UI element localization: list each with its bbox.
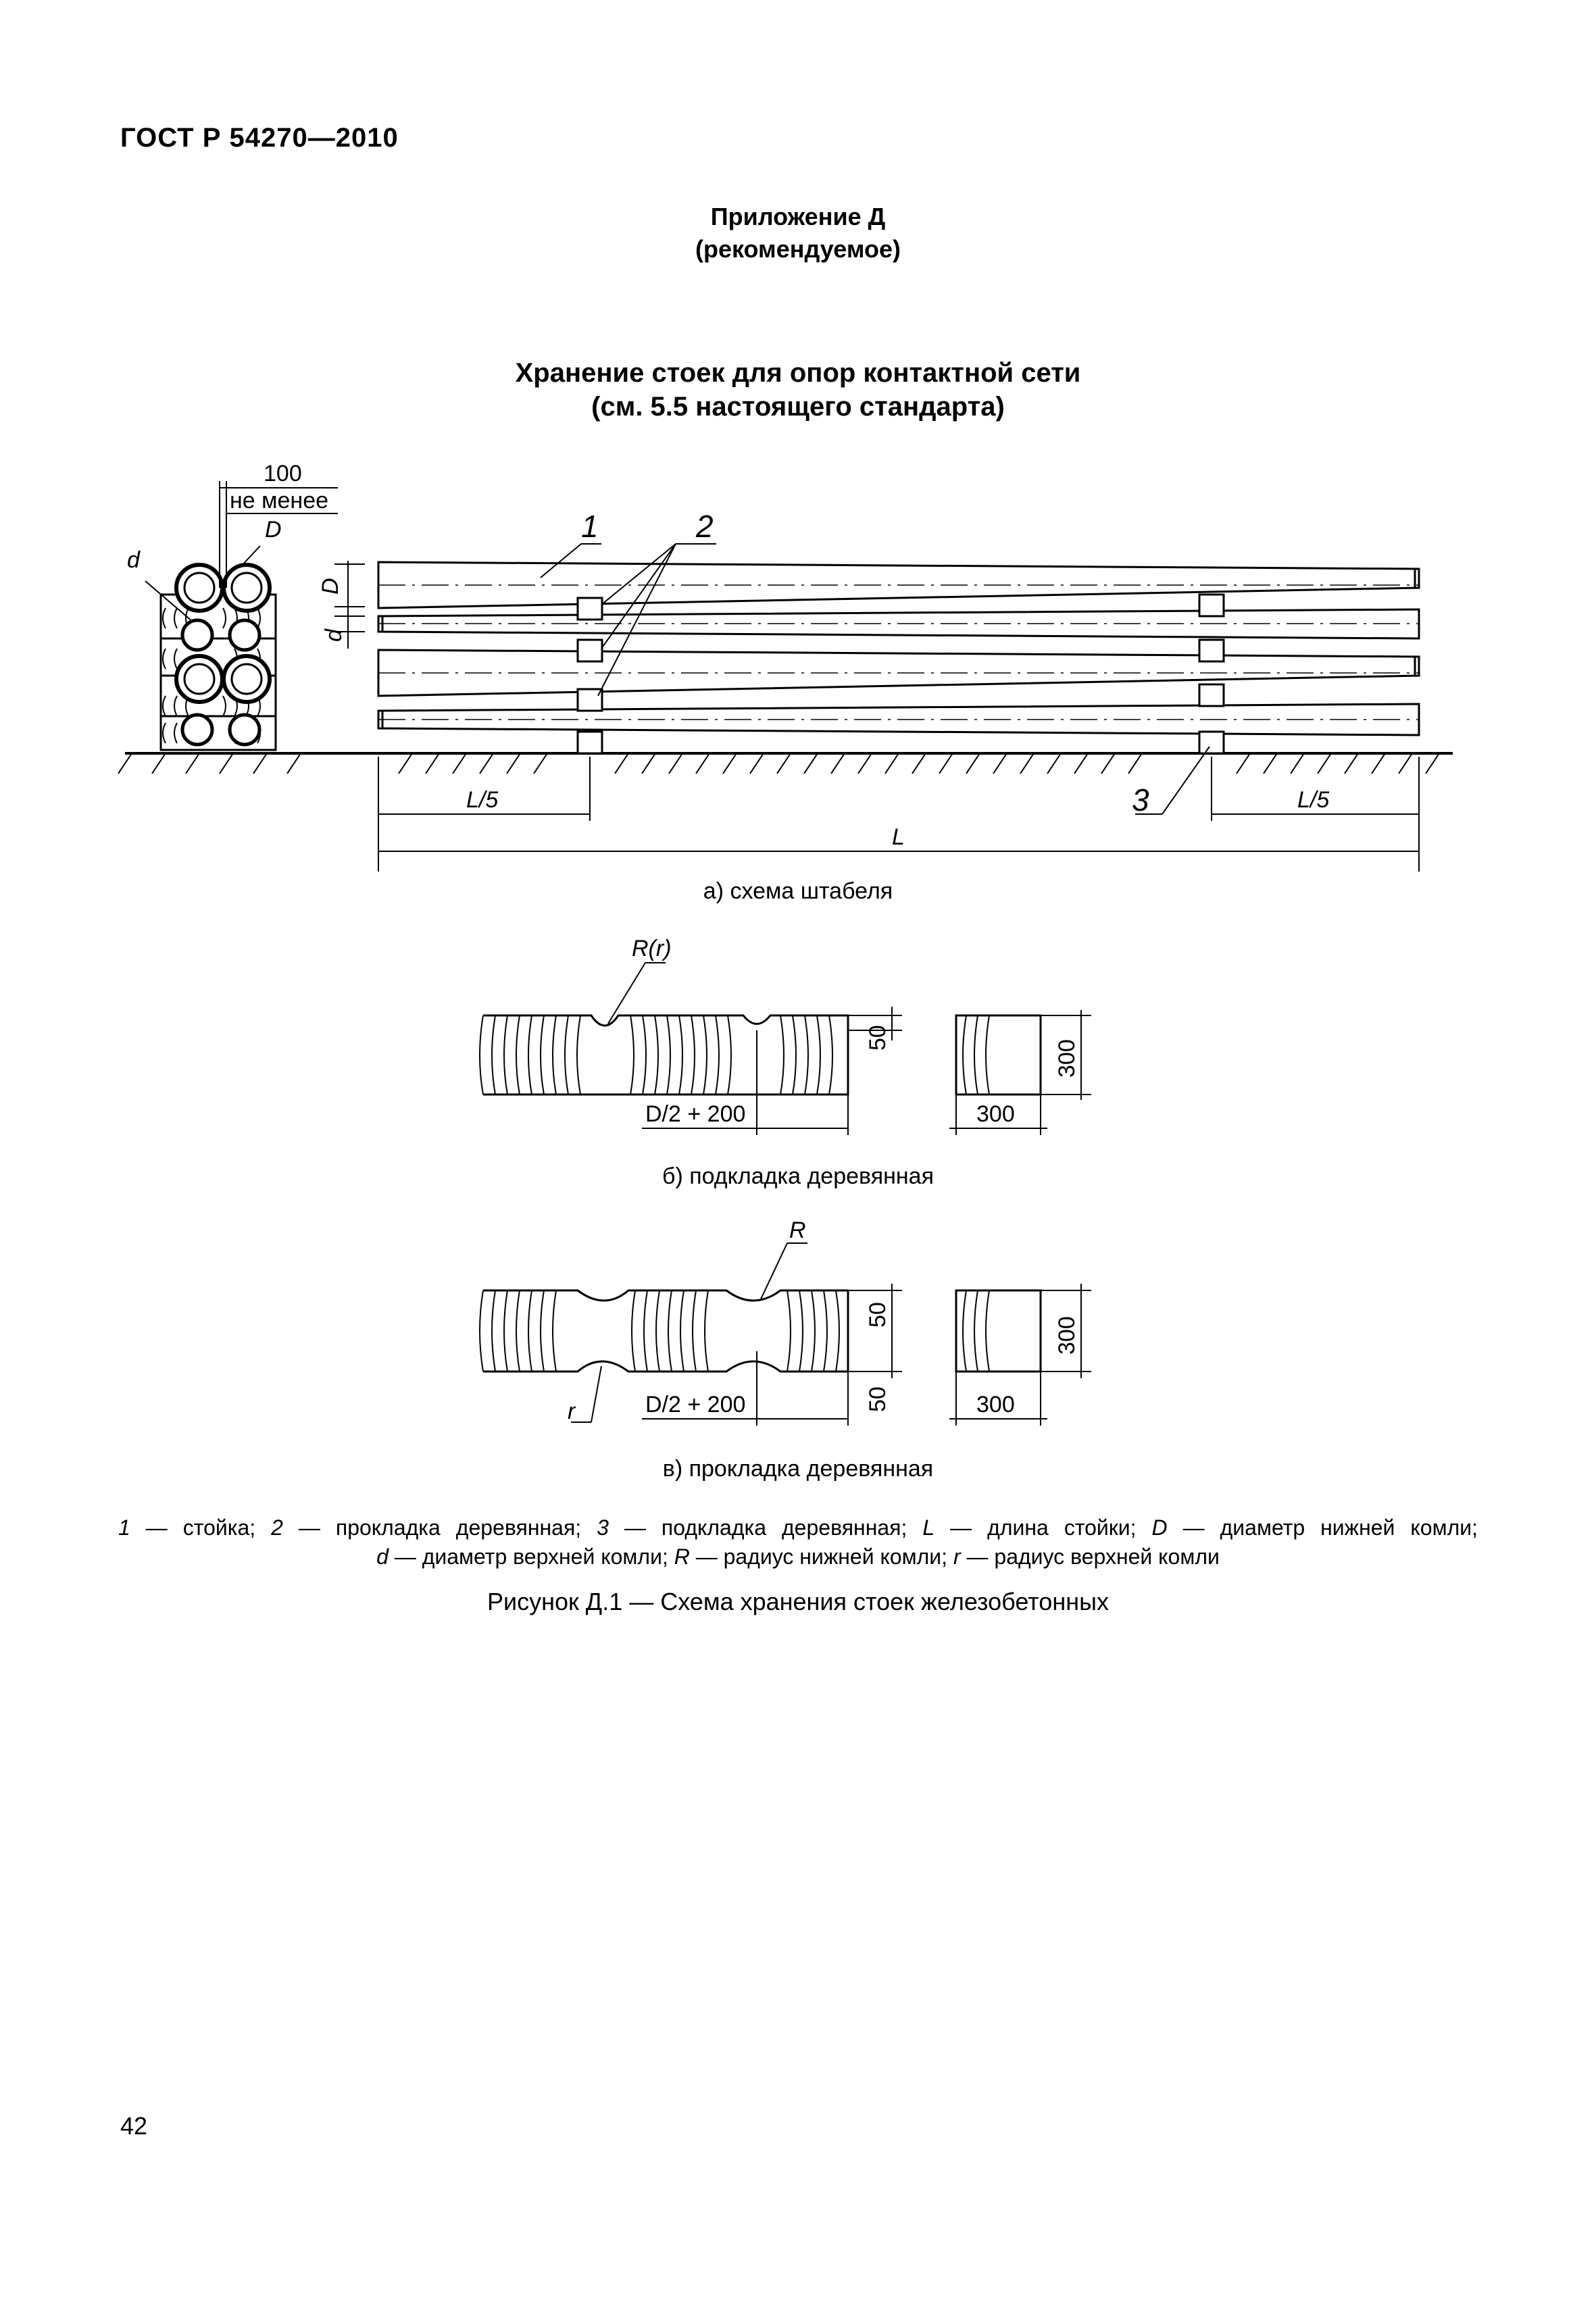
label-D-vertical: D (318, 578, 343, 595)
legend-num-2: 2 (271, 1515, 283, 1540)
legend-line-1 (118, 1515, 1478, 1540)
dim-L: L (892, 824, 905, 850)
end-view-stack (145, 481, 338, 750)
label-D-end: D (265, 517, 282, 543)
legend-text-3: — подкладка деревянная; (608, 1515, 907, 1540)
dim-300-vertical: 300 (1054, 1039, 1080, 1078)
dim-not-less: не менее (230, 488, 329, 513)
dim-D2-200: D/2 + 200 (645, 1101, 746, 1127)
support-body (483, 1015, 848, 1095)
callout-3: 3 (1132, 782, 1149, 818)
radius-label: R(r) (632, 936, 672, 961)
legend-text-R: — радиус нижней комли; (689, 1544, 948, 1569)
figure-a-stack-scheme (0, 0, 1596, 932)
legend-text-L: — длина стойки; (934, 1515, 1137, 1540)
dim-50: 50 (865, 1025, 891, 1051)
radius-r-label: r (568, 1399, 576, 1424)
support-end-view (956, 1015, 1041, 1095)
legend-line-2 (118, 1544, 1478, 1569)
figure-b-caption: б) подкладка деревянная (662, 1163, 934, 1189)
figure-b-wooden-support (0, 932, 1596, 1209)
legend-sym-d: d (376, 1544, 389, 1569)
figure-c-wooden-spacer (0, 1216, 1596, 1500)
poles (378, 562, 1419, 735)
legend-text-2: — прокладка деревянная; (282, 1515, 582, 1540)
dim-300-horizontal: 300 (976, 1101, 1015, 1127)
legend-sym-L: L (922, 1515, 935, 1540)
spacer-end-view (956, 1290, 1041, 1372)
legend-sym-r: r (953, 1544, 961, 1569)
dim-50-top: 50 (865, 1302, 891, 1328)
figure-a-caption: а) схема штабеля (703, 878, 893, 904)
label-d-vertical: d (321, 629, 347, 642)
section-subtitle: (см. 5.5 настоящего стандарта) (591, 392, 1005, 422)
document-code: ГОСТ Р 54270—2010 (120, 123, 399, 153)
callout-1: 1 (581, 509, 599, 544)
radius-R-label: R (789, 1217, 806, 1243)
legend-text-1: — стойка; (130, 1515, 256, 1540)
legend-text-d: — диаметр верхней комли; (388, 1544, 668, 1569)
legend-num-1: 1 (118, 1515, 130, 1540)
dim-100: 100 (264, 461, 302, 486)
appendix-label: Приложение Д (710, 203, 886, 230)
legend-text-r: — радиус верхней комли (960, 1544, 1220, 1569)
dim-L5-left: L/5 (466, 787, 499, 813)
label-d-end: d (127, 547, 140, 573)
callout-2: 2 (696, 509, 714, 544)
legend-sym-D: D (1151, 1515, 1168, 1540)
spacer-body (483, 1290, 848, 1372)
legend-text-D: — диаметр нижней комли; (1167, 1515, 1478, 1540)
dim-50-bottom: 50 (865, 1386, 891, 1412)
dim-D2-200: D/2 + 200 (645, 1392, 746, 1417)
figure-c-caption: в) прокладка деревянная (662, 1456, 934, 1482)
page-number: 42 (120, 2112, 148, 2140)
dim-300-vertical: 300 (1054, 1316, 1080, 1355)
dim-300-horizontal: 300 (976, 1392, 1015, 1417)
legend-sym-R: R (674, 1544, 690, 1569)
section-title: Хранение стоек для опор контактной сети (515, 358, 1081, 388)
appendix-type: (рекомендуемое) (695, 235, 901, 263)
legend-num-3: 3 (597, 1515, 609, 1540)
dim-L5-right: L/5 (1297, 787, 1330, 813)
figure-caption: Рисунок Д.1 — Схема хранения стоек железобетонных (487, 1588, 1109, 1615)
